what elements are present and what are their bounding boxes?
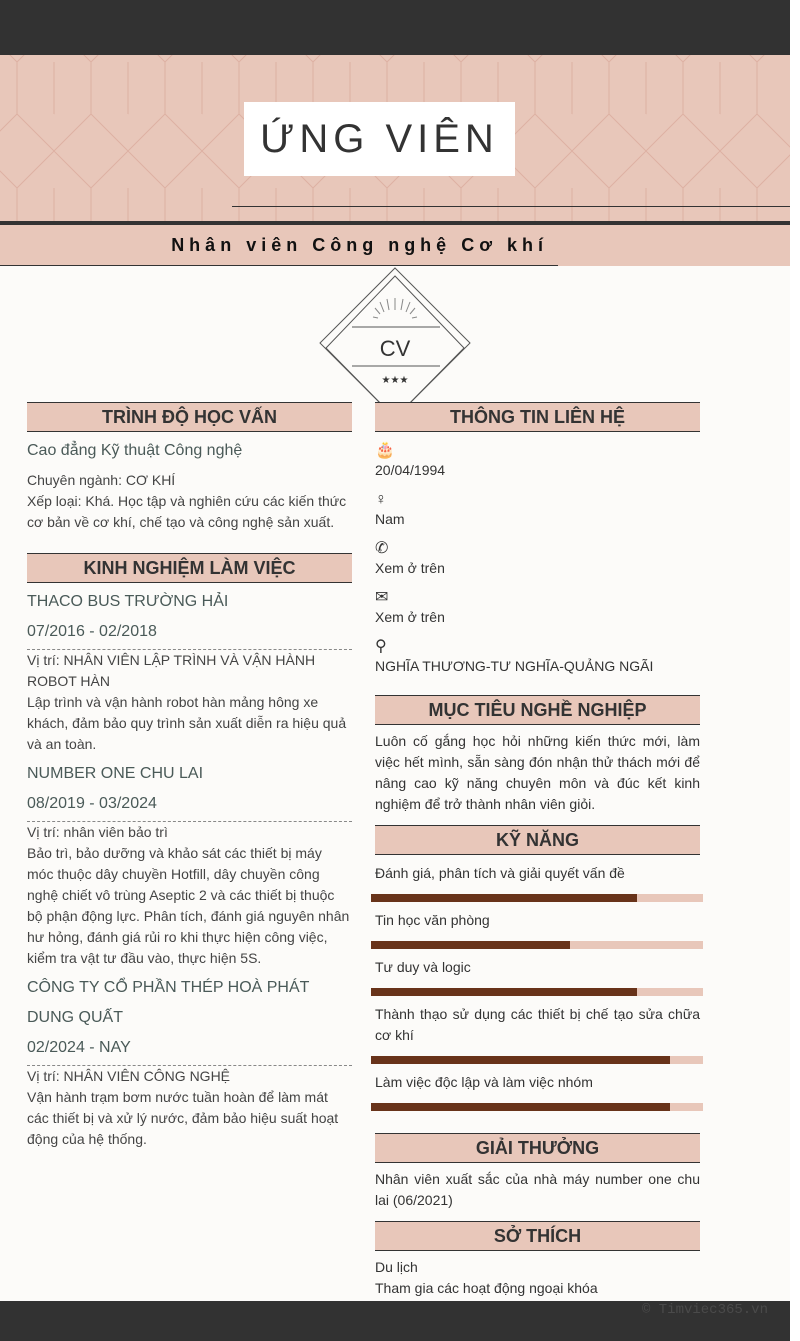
skill-item [375, 863, 700, 902]
contact-item [375, 440, 700, 481]
job-company: NUMBER ONE CHU LAI [27, 765, 204, 782]
skill-name: Làm việc độc lập và làm việc nhóm [375, 1074, 593, 1090]
skill-bar [371, 1056, 703, 1064]
hobbies-heading: SỞ THÍCH [375, 1221, 700, 1251]
contact-value: Xem ở trên [375, 609, 445, 625]
job-period: 08/2019 - 03/2024 [27, 795, 157, 812]
skill-item [375, 910, 700, 949]
job-role: Vị trí: NHÂN VIÊN LẬP TRÌNH VÀ VẬN HÀNH ROBOT HÀN [27, 652, 316, 689]
skill-item [375, 957, 700, 996]
skill-bar-fill [371, 988, 637, 996]
hobby-item: Du lịch [375, 1259, 418, 1275]
hero-banner [0, 55, 790, 221]
objective-text: Luôn cố gắng học hỏi những kiến thức mới, làm việc hết mình, sẵn sàng đón nhận thử thách mới để nâng cao kỹ năng chuyên môn và đúc kết kinh nghiệm để trở thành nhân viên giỏi. [375, 733, 700, 812]
birthday-cake-icon: 🎂 [375, 442, 395, 459]
job-description: Vận hành trạm bơm nước tuần hoàn để làm mát các thiết bị và xử lý nước, đảm bảo hiệu suất hoạt động của hệ thống. [27, 1089, 339, 1147]
job-company: CÔNG TY CỔ PHẦN THÉP HOÀ PHÁT DUNG QUẤT [27, 979, 310, 1026]
skills-heading: KỸ NĂNG [375, 825, 700, 855]
skill-name: Tin học văn phòng [375, 912, 490, 928]
skill-bar-fill [371, 1056, 670, 1064]
skill-bar-fill [371, 941, 570, 949]
skill-bar [371, 988, 703, 996]
right-column [375, 402, 700, 1299]
skill-bar-fill [371, 894, 637, 902]
contact-value: Xem ở trên [375, 560, 445, 576]
grade: Xếp loại: Khá. Học tập và nghiên cứu các kiến thức cơ bản về cơ khí, chế tạo và công nghệ sản xuất. [27, 493, 347, 530]
job-role: Vị trí: nhân viên bảo trì [27, 824, 168, 840]
candidate-name: ỨNG VIÊN [244, 102, 515, 176]
top-bar [0, 0, 790, 55]
job-period: 02/2024 - NAY [27, 1039, 131, 1056]
job-entry [27, 973, 352, 1150]
job-description: Bảo trì, bảo dưỡng và khảo sát các thiết bị máy móc thuộc dây chuyền Hotfill, dây chuyền công nghệ chiết vô trùng Aseptic 2 và các thiết bị thuộc bộ phận động lực. Phân tích, đánh giá nguyên nhân hư hỏng, đánh giá rủi ro khi thực hiện công việc, kiểm tra vật tư đầu vào, thực hiện 5S. [27, 845, 350, 966]
awards-heading: GIẢI THƯỞNG [375, 1133, 700, 1163]
contact-value: NGHĨA THƯƠNG-TƯ NGHĨA-QUẢNG NGÃI [375, 658, 654, 674]
major: Chuyên ngành: CƠ KHÍ [27, 472, 176, 488]
contact-item [375, 587, 700, 628]
badge-stars: ★★★ [381, 375, 409, 386]
divider [232, 206, 790, 207]
watermark: © Timviec365.vn [641, 1302, 768, 1318]
job-period: 07/2016 - 02/2018 [27, 623, 157, 640]
skill-bar [371, 1103, 703, 1111]
cv-badge [318, 266, 473, 414]
skill-name: Đánh giá, phân tích và giải quyết vấn đề [375, 865, 625, 881]
contact-item [375, 489, 700, 530]
contact-heading: THÔNG TIN LIÊN HỆ [375, 402, 700, 432]
objective-heading: MỤC TIÊU NGHỀ NGHIỆP [375, 695, 700, 725]
badge-text: CV [379, 336, 411, 361]
job-description: Lập trình và vận hành robot hàn mảng hông xe khách, đảm bảo quy trình sản xuất diễn ra hiệu quả và an toàn. [27, 694, 347, 752]
experience-heading: KINH NGHIỆM LÀM VIỆC [27, 553, 352, 583]
contact-value: 20/04/1994 [375, 462, 446, 478]
school-name: Cao đẳng Kỹ thuật Công nghệ [27, 442, 243, 459]
contact-item [375, 538, 700, 579]
job-company: THACO BUS TRƯỜNG HẢI [27, 593, 229, 610]
job-entry [27, 587, 352, 755]
skill-name: Tư duy và logic [375, 959, 471, 975]
location-icon: ⚲ [375, 638, 387, 655]
skill-bar [371, 941, 703, 949]
skill-name: Thành thạo sử dụng các thiết bị chế tạo sửa chữa cơ khí [375, 1006, 700, 1043]
skill-item [375, 1072, 700, 1111]
job-role: Vị trí: NHÂN VIÊN CÔNG NGHỆ [27, 1068, 231, 1084]
email-icon: ✉ [375, 589, 389, 606]
job-entry [27, 759, 352, 969]
skill-bar [371, 894, 703, 902]
contact-value: Nam [375, 511, 405, 527]
job-position: Nhân viên Công nghệ Cơ khí [0, 225, 558, 266]
footer [0, 1301, 790, 1341]
gender-icon: ♀ [375, 491, 387, 508]
contact-item [375, 636, 700, 677]
hobby-item: Tham gia các hoạt động ngoại khóa [375, 1280, 598, 1296]
phone-icon: ✆ [375, 540, 389, 557]
awards-text: Nhân viên xuất sắc của nhà máy number one chu lai (06/2021) [375, 1171, 700, 1208]
left-column [27, 402, 352, 1150]
education-heading: TRÌNH ĐỘ HỌC VẤN [27, 402, 352, 432]
skill-item [375, 1004, 700, 1064]
position-band [0, 225, 790, 266]
skill-bar-fill [371, 1103, 670, 1111]
